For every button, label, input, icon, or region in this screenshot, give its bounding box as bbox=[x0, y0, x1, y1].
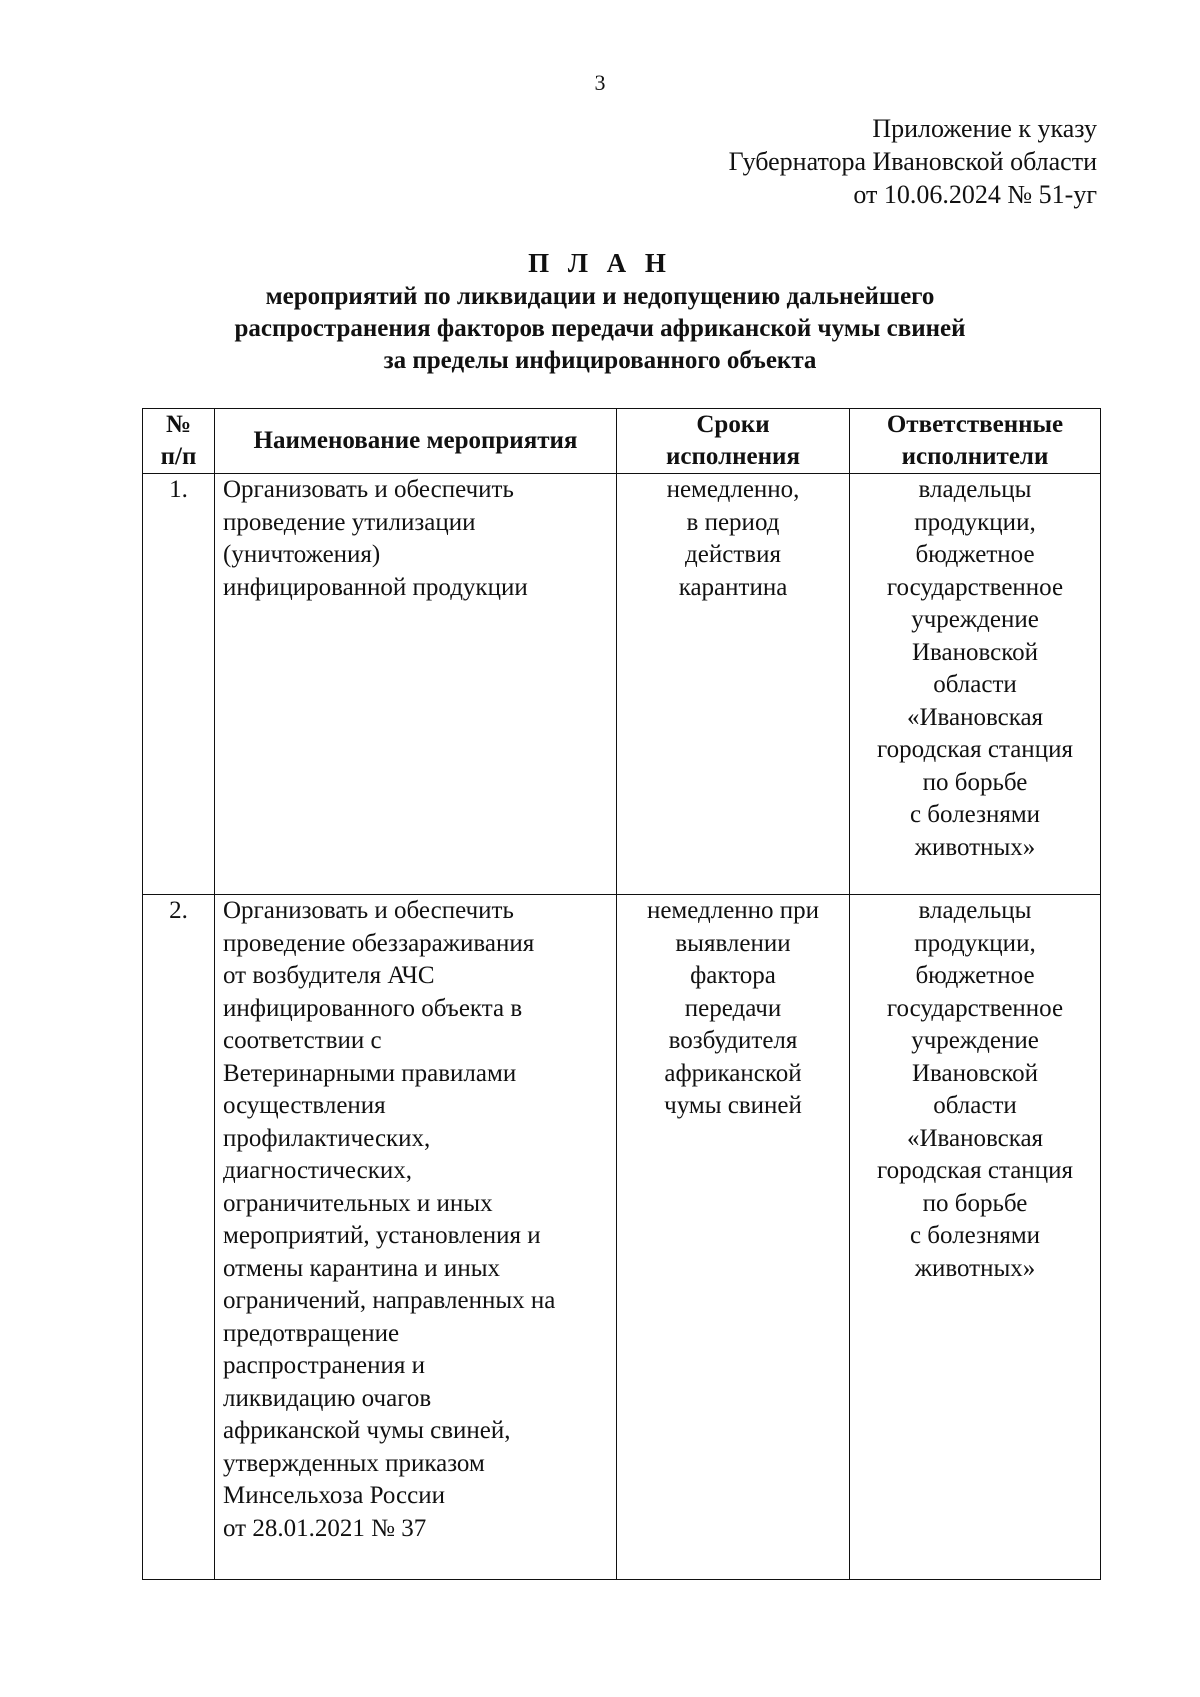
row-term-line: чумы свиней bbox=[664, 1092, 802, 1119]
row-number: 2. bbox=[143, 895, 215, 1580]
table-row bbox=[143, 895, 1101, 1580]
row-responsible-line: государственное bbox=[886, 994, 1064, 1022]
row-activity-name bbox=[215, 474, 617, 895]
row-responsible-line: с болезнями bbox=[909, 1222, 1041, 1249]
row-responsible-line: по борьбе bbox=[922, 768, 1028, 796]
row-activity-name-line: профилактических, bbox=[223, 1124, 431, 1152]
row-activity-name-line: от возбудителя АЧС bbox=[223, 962, 435, 989]
plan-subtitle bbox=[0, 281, 1200, 377]
row-term-line: немедленно при bbox=[646, 897, 820, 924]
appendix-line-3: от 10.06.2024 № 51-уг bbox=[853, 180, 1097, 209]
appendix-line-1: Приложение к указу bbox=[872, 114, 1097, 143]
row-activity-name-line: Организовать и обеспечить bbox=[223, 897, 514, 924]
row-term-line: немедленно, bbox=[666, 476, 800, 503]
page-number: 3 bbox=[594, 70, 606, 95]
table-row bbox=[143, 474, 1101, 895]
row-activity-name-line: проведение обеззараживания bbox=[223, 929, 535, 957]
row-responsible-line: «Ивановская bbox=[906, 1124, 1044, 1152]
row-activity-name-line: распространения и bbox=[223, 1352, 425, 1379]
row-activity-name-line: африканской чумы свиней, bbox=[223, 1417, 511, 1444]
row-responsible-line: бюджетное bbox=[915, 541, 1035, 568]
row-activity-name-line: мероприятий, установления и bbox=[223, 1222, 541, 1249]
plan-subtitle-line-3: за пределы инфицированного объекта bbox=[383, 347, 817, 374]
appendix-header bbox=[729, 112, 1097, 211]
row-number: 1. bbox=[143, 474, 215, 895]
row-activity-name-line: ограничительных и иных bbox=[223, 1189, 493, 1217]
row-activity-name-line: соответствии с bbox=[223, 1027, 382, 1054]
row-responsible-line: области bbox=[933, 1092, 1017, 1119]
row-term-line: фактора bbox=[690, 962, 776, 989]
header-number: № п/п bbox=[143, 409, 215, 474]
row-responsible bbox=[850, 895, 1101, 1580]
row-term-line: действия bbox=[685, 541, 781, 568]
plan-title: П Л А Н bbox=[528, 248, 672, 278]
row-responsible-line: Ивановской bbox=[911, 1059, 1038, 1087]
plan-table bbox=[142, 408, 1101, 1580]
row-activity-name-line: диагностических, bbox=[223, 1157, 413, 1184]
row-term-line: передачи bbox=[684, 994, 782, 1022]
row-activity-name-line: осуществления bbox=[223, 1092, 386, 1119]
row-activity-name-line: проведение утилизации bbox=[223, 508, 476, 536]
row-activity-name-line: предотвращение bbox=[223, 1319, 400, 1347]
row-term-line: возбудителя bbox=[668, 1027, 798, 1054]
appendix-line-2: Губернатора Ивановской области bbox=[728, 147, 1097, 176]
header-term: Сроки исполнения bbox=[617, 409, 850, 474]
row-activity-name-line: Минсельхоза России bbox=[223, 1482, 445, 1509]
table-body bbox=[143, 474, 1101, 1580]
row-activity-name-line: (уничтожения) bbox=[223, 541, 381, 568]
row-responsible-line: Ивановской bbox=[911, 638, 1038, 666]
row-term-line: карантина bbox=[678, 573, 788, 601]
header-name: Наименование мероприятия bbox=[215, 409, 617, 474]
row-responsible-line: продукции, bbox=[914, 508, 1036, 536]
row-activity-name-line: от 28.01.2021 № 37 bbox=[223, 1514, 427, 1542]
row-responsible-line: учреждение bbox=[911, 606, 1039, 633]
plan-subtitle-line-1: мероприятий по ликвидации и недопущению дальнейшего bbox=[265, 283, 935, 310]
row-responsible-line: области bbox=[933, 671, 1017, 698]
row-term bbox=[617, 474, 850, 895]
row-responsible-line: животных» bbox=[914, 833, 1036, 861]
row-responsible-line: городская станция bbox=[877, 1157, 1073, 1184]
row-activity-name-line: Организовать и обеспечить bbox=[223, 476, 514, 503]
row-activity-name-line: ликвидацию очагов bbox=[223, 1384, 432, 1412]
plan-subtitle-line-2: распространения факторов передачи африканской чумы свиней bbox=[234, 315, 966, 342]
row-term-line: африканской bbox=[664, 1059, 802, 1087]
row-responsible-line: «Ивановская bbox=[906, 703, 1044, 731]
row-responsible bbox=[850, 474, 1101, 895]
row-activity-name-line: инфицированной продукции bbox=[223, 573, 528, 601]
row-activity-name-line: отмены карантина и иных bbox=[223, 1254, 500, 1282]
row-term-line: выявлении bbox=[675, 929, 791, 957]
row-activity-name-line: утвержденных приказом bbox=[223, 1449, 485, 1477]
row-responsible-line: учреждение bbox=[911, 1027, 1039, 1054]
row-responsible-line: владельцы bbox=[918, 476, 1032, 503]
row-responsible-line: с болезнями bbox=[909, 801, 1041, 828]
row-responsible-line: владельцы bbox=[918, 897, 1032, 924]
row-responsible-line: государственное bbox=[886, 573, 1064, 601]
row-activity-name bbox=[215, 895, 617, 1580]
row-term bbox=[617, 895, 850, 1580]
row-responsible-line: по борьбе bbox=[922, 1189, 1028, 1217]
row-responsible-line: животных» bbox=[914, 1254, 1036, 1282]
row-responsible-line: городская станция bbox=[877, 736, 1073, 763]
header-responsible: Ответственные исполнители bbox=[850, 409, 1101, 474]
row-term-line: в период bbox=[686, 508, 780, 536]
row-responsible-line: продукции, bbox=[914, 929, 1036, 957]
row-responsible-line: бюджетное bbox=[915, 962, 1035, 989]
row-activity-name-line: ограничений, направленных на bbox=[223, 1287, 556, 1314]
row-activity-name-line: Ветеринарными правилами bbox=[223, 1059, 517, 1087]
row-activity-name-line: инфицированного объекта в bbox=[223, 994, 523, 1022]
table-header-row bbox=[143, 409, 1101, 474]
